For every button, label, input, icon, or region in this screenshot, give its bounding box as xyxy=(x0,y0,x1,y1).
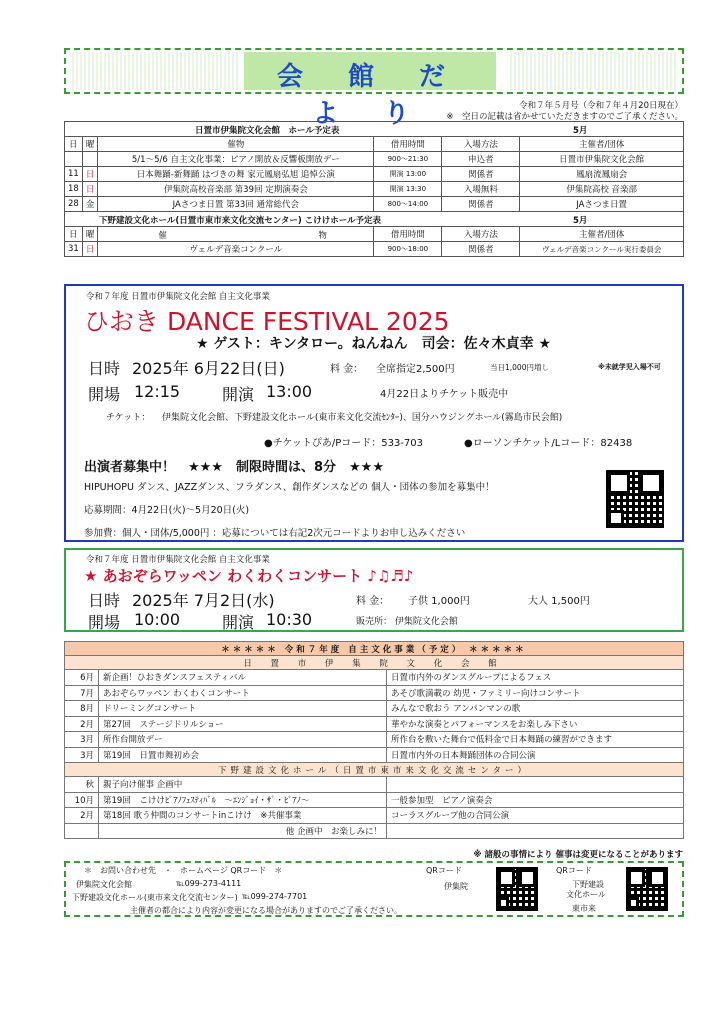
festival-date: 2025年 6月22日(日) xyxy=(132,359,285,378)
concert-sales: 販売所： 伊集院文化会館 xyxy=(356,617,458,627)
col-organizer: 主催者/団体 xyxy=(520,137,684,152)
festival-title: ひおき DANCE FESTIVAL 2025 xyxy=(84,307,450,336)
issue-note: 令和７年５月号（令和７年４月20日現在） xyxy=(519,101,683,111)
koke-schedule-title-cell xyxy=(65,212,684,227)
col-weekday: 曜 xyxy=(82,137,98,152)
ijuin-qr-code[interactable] xyxy=(496,867,538,911)
table-row: 7月 あおぞらワッペン わくわくコンサート あそび歌満載の 幼児・ファミリー向けコンサート xyxy=(65,685,684,701)
page-title: 会 館 だ よ り xyxy=(276,62,464,129)
col-entry: 入場方法 xyxy=(442,137,520,152)
ijuin-heading: 日 置 市 伊 集 院 文 化 会 館 xyxy=(65,656,684,670)
concert-open: 10:00 xyxy=(134,610,181,629)
annual-events xyxy=(64,641,684,839)
ijuin-tel[interactable]: ℡099-273-4111 xyxy=(176,879,242,888)
change-note: 主催者の都合により内容が変更になる場合がありますのでご了承ください。 xyxy=(130,906,402,915)
col-event: 催物 xyxy=(98,137,374,152)
hall-schedule: 日置市伊集院文化会館 ホール予定表 5月 日 曜 催物 借用時間 入場方法 主催者/団体 5/1～5/6 自主文化事業：ピアノ開放＆反響板開放デー 900～21:30 申込者 日置市伊集院文化会館 11 日 日本舞踊-新舞踊 はづきの舞 家元鳳扇弘旭 追悼公演 開演 13:00 関係者 鳳扇流鳳扇会 18 日 伊集院高校音楽部 第39回 定期演奏会 開演 13:30 入場無料 伊集院高校 音楽部 28 金 JAさつま日置 第33回 通常総代会 800～14:00 関係者 JAさつま日置 下野建設文化ホール(日置市東市来文化交流センター) こけけホール予定表 5月 日 曜 催 物 借用時間 入場方法 主催者/団体 31 日 ヴェルデ音楽コンクール 900～18:00 関係者 ヴェルデ音楽コンクール実行委員会 xyxy=(64,121,684,257)
recruit-period: 応募期間：4月22日(火)～5月20日(火) xyxy=(84,505,250,516)
table-row xyxy=(65,823,684,839)
table-row: 2月 第27回 ステージドリルショー 華やかな演奏とパフォーマンスをお楽しみ下さい xyxy=(65,716,684,732)
ticket-pia: ●チケットぴあ/Pコード：533-703 xyxy=(264,438,424,449)
festival-start: 13:00 xyxy=(266,382,313,401)
table-row: 18 日 伊集院高校音楽部 第39回 定期演奏会 開演 13:30 入場無料 伊集院高校 音楽部 xyxy=(65,182,684,197)
table-row: 28 金 JAさつま日置 第33回 通常総代会 800～14:00 関係者 JAさつま日置 xyxy=(65,197,684,212)
festival-guest: ★ ゲスト：キンタロー。ねんねん 司会：佐々木貞幸 ★ xyxy=(196,336,552,352)
col-day: 日 xyxy=(65,137,83,152)
banner-stripe-left xyxy=(70,52,240,90)
vacancy-note: ※ 空日の記載は省かせていただきますのでご了承ください。 xyxy=(446,112,683,122)
qr2-name-2: 文化ホール xyxy=(566,890,606,899)
dance-festival-box xyxy=(64,284,684,542)
concert-open-label: 開場 xyxy=(88,613,121,632)
festival-sale: 4月22日よりチケット販売中 xyxy=(380,389,509,400)
festival-fee-note: 当日1,000円増し xyxy=(490,363,549,372)
hall-schedule-title-cell xyxy=(65,122,684,137)
ijuin-name: 伊集院文化会館 xyxy=(76,880,132,889)
festival-start-label: 開演 xyxy=(222,385,255,404)
table-row: 31 日 ヴェルデ音楽コンクール 900～18:00 関係者 ヴェルデ音楽コンクール実行委員会 xyxy=(65,242,684,257)
events-title: ＊＊＊＊＊ 令和７年度 自主文化事業（予定） ＊＊＊＊＊ xyxy=(65,642,684,656)
festival-no-preschool: ※未就学児入場不可 xyxy=(598,363,661,371)
koke-heading: 下野建設文化ホール（日置市東市来文化交流センター） xyxy=(65,763,684,777)
koke-tel[interactable]: ℡099-274-7701 xyxy=(242,892,308,901)
events-caveat: ※ 諸般の事情により 催事は変更になることがあります xyxy=(473,850,683,860)
concert-fee-label: 料 金： xyxy=(356,596,390,607)
table-row: 3月 所作台開放デー 所作台を敷いた舞台で低料金で日本舞踊の練習ができます xyxy=(65,732,684,748)
recruit-fee: 参加費：個人・団体/5,000円 ：応募については右記2次元コードよりお申し込みください xyxy=(84,528,466,539)
concert-start: 10:30 xyxy=(266,610,313,629)
qr2-label: QRコード xyxy=(556,866,592,875)
table-row: 11 日 日本舞踊-新舞踊 はづきの舞 家元鳳扇弘旭 追悼公演 開演 13:00 関係者 鳳扇流鳳扇会 xyxy=(65,167,684,182)
concert-label: 令和７年度 日置市伊集院文化会館 自主文化事業 xyxy=(86,555,270,565)
other-planning: 他 企画中 お楽しみに！ xyxy=(99,823,387,839)
hall-schedule-title: 日置市伊集院文化会館 ホール予定表 xyxy=(195,126,340,136)
ticket-lawson: ●ローソンチケット/Lコード：82438 xyxy=(464,438,633,449)
banner-center xyxy=(244,52,496,129)
koke-name: 下野建設文化ホール(東市来文化交流センター) xyxy=(72,893,238,902)
table-row: 秋 親子向け催事 企画中 xyxy=(65,777,684,793)
table-row: 5/1～5/6 自主文化事業：ピアノ開放＆反響板開放デー 900～21:30 申込者 日置市伊集院文化会館 xyxy=(65,152,684,167)
concert-title: ★ あおぞらワッペン わくわくコンサート ♪♫♬♪ xyxy=(84,567,414,585)
banner-stripe-right xyxy=(508,52,678,90)
qr1-name: 伊集院 xyxy=(444,882,468,891)
festival-label: 令和７年度 日置市伊集院文化会館 自主文化事業 xyxy=(86,292,270,302)
festival-fee-label: 料 金： xyxy=(330,364,364,375)
festival-fee: 全席指定2,500円 xyxy=(376,364,455,375)
recruit-genres: HIPUHOPU ダンス、JAZZダンス、フラダンス、創作ダンスなどの 個人・団体の参加を募集中！ xyxy=(84,482,495,493)
concert-date-label: 日時 xyxy=(88,591,121,610)
contact-heading: ＊ お問い合わせ先 ・ ホームページ QRコード ＊ xyxy=(84,866,283,875)
concert-child-fee: 子供 1,000円 xyxy=(408,596,470,607)
festival-qr-code[interactable] xyxy=(606,470,664,528)
concert-date: 2025年 7月2日(水) xyxy=(132,591,275,610)
concert-adult-fee: 大人 1,500円 xyxy=(528,596,590,607)
festival-open-label: 開場 xyxy=(88,385,121,404)
table-row: 3月 第19回 日置市舞初め会 日置市内外の日本舞踊団体の合同公演 xyxy=(65,747,684,763)
qr2-name-1: 下野建設 xyxy=(572,880,604,889)
qr2-name-3: 東市来 xyxy=(572,904,596,913)
table-row: 8月 ドリーミングコンサート みんなで歌おう アンパンマンの歌 xyxy=(65,701,684,717)
ticket-venues: 伊集院文化会館、下野建設文化ホール(東市来文化交流ｾﾝﾀｰ)、国分ハウジングホール(霧島市民会館) xyxy=(162,413,563,423)
concert-box xyxy=(64,548,684,632)
footer-contact xyxy=(64,861,684,917)
koke-schedule-title: 下野建設文化ホール(日置市東市来文化交流センター) こけけホール予定表 xyxy=(99,216,382,226)
ticket-label: チケット： xyxy=(106,413,151,423)
koke-schedule-month: 5月 xyxy=(573,216,588,226)
festival-date-label: 日時 xyxy=(88,359,121,378)
hall-schedule-month: 5月 xyxy=(573,126,588,136)
table-row: 6月 新企画！ひおきダンスフェスティバル 日置市内外のダンスグループによるフェス xyxy=(65,670,684,686)
col-time: 借用時間 xyxy=(374,137,442,152)
recruit-heading: 出演者募集中！ ★★★ 制限時間は、8分 ★★★ xyxy=(84,460,384,475)
koke-qr-code[interactable] xyxy=(626,867,668,911)
table-row: 10月 第19回 こけけﾋﾟｱﾉﾌｪｽﾃｨﾊﾞﾙ ～ｴﾝｼﾞｮｲ・ｻﾞ・ﾋﾟｱﾉ～ 一般参加型 ピアノ演奏会 xyxy=(65,792,684,808)
festival-open: 12:15 xyxy=(134,382,181,401)
qr1-label: QRコード xyxy=(426,866,462,875)
table-row: 2月 第18回 歌う仲間のコンサートinこけけ ※共催事業 コーラスグループ他の合同公演 xyxy=(65,808,684,824)
concert-start-label: 開演 xyxy=(222,613,255,632)
